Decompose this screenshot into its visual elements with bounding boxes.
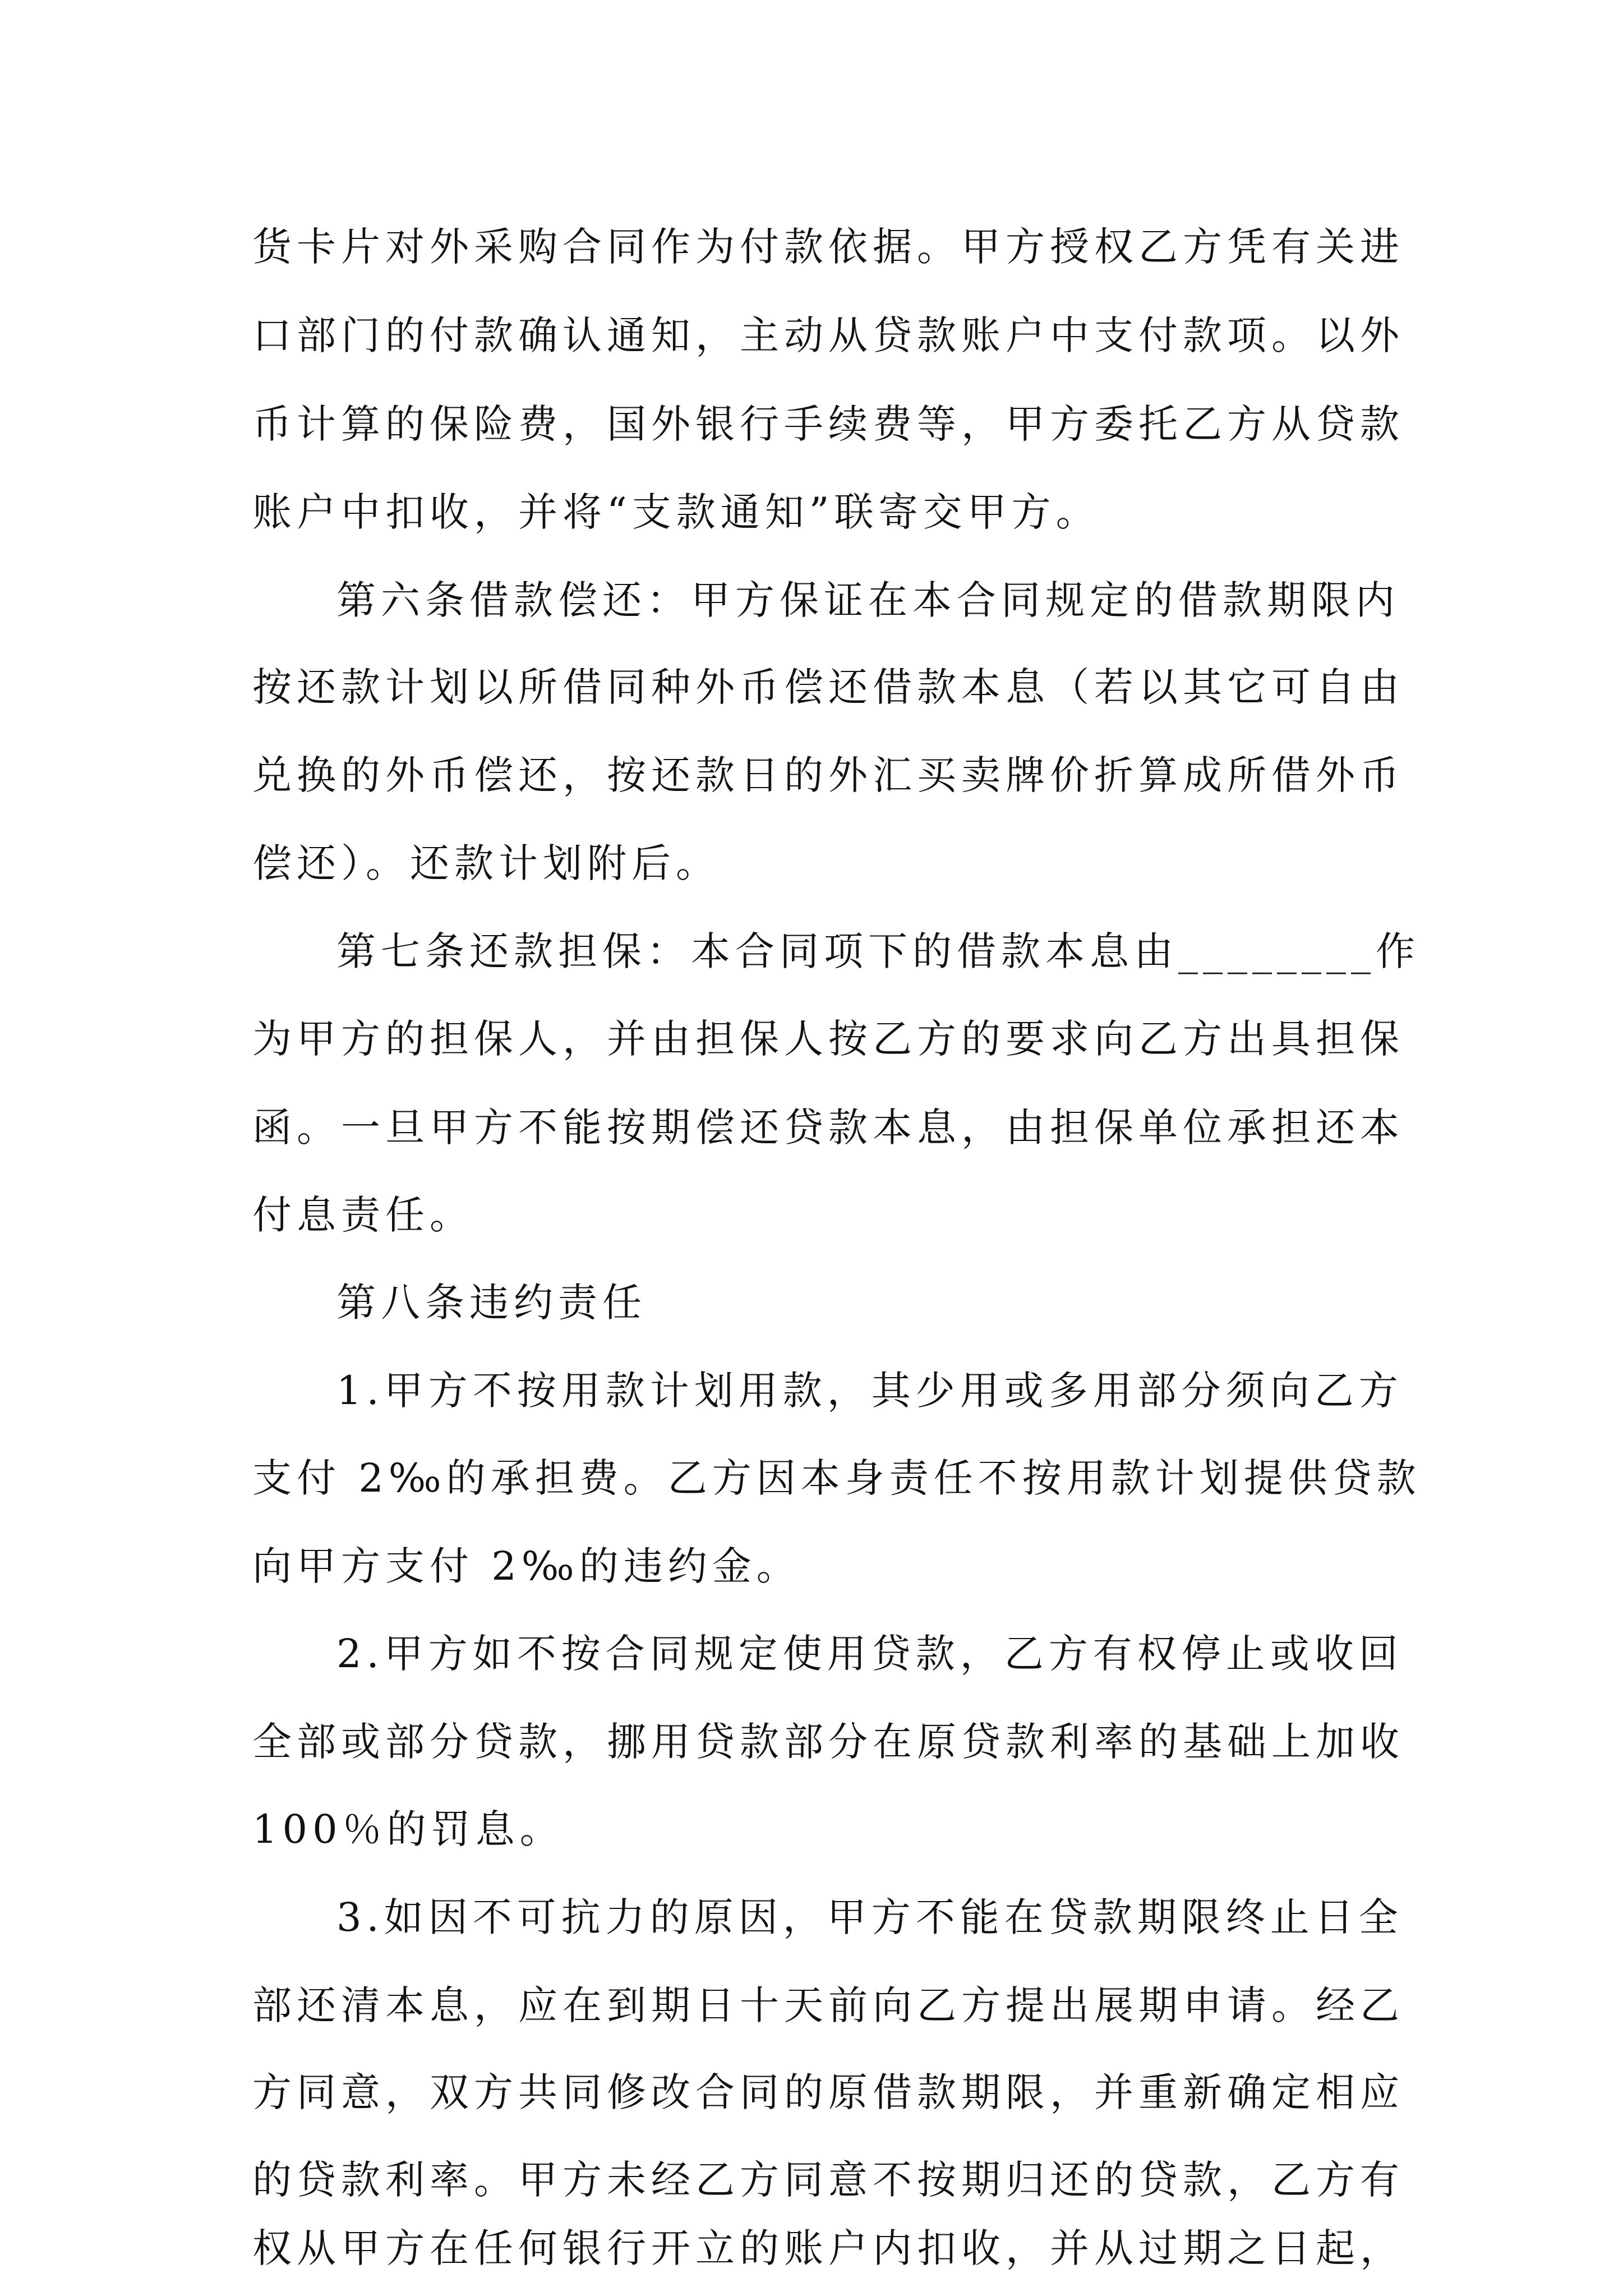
text-line: 口部门的付款确认通知，主动从贷款账户中支付款项。以外	[252, 312, 1404, 358]
text-line: 偿还）。还款计划附后。	[252, 840, 720, 886]
text-line: 方同意，双方共同修改合同的原借款期限，并重新确定相应	[252, 2069, 1404, 2115]
text-line: 第六条借款偿还：甲方保证在本合同规定的借款期限内	[336, 577, 1400, 623]
text-line: 支付 2‰的承担费。乙方因本身责任不按用款计划提供贷款	[252, 1455, 1421, 1501]
text-line: 部还清本息，应在到期日十天前向乙方提出展期申请。经乙	[252, 1982, 1404, 2028]
text-line: 为甲方的担保人，并由担保人按乙方的要求向乙方出具担保	[252, 1016, 1404, 1062]
text-line: 付息责任。	[252, 1192, 474, 1238]
text-line: 账户中扣收，并将“支款通知”联寄交甲方。	[252, 489, 1100, 535]
text-line: 第七条还款担保：本合同项下的借款本息由________作	[336, 928, 1420, 974]
text-line: 向甲方支付 2‰的违约金。	[252, 1543, 801, 1589]
text-line: 按还款计划以所借同种外币偿还借款本息（若以其它可自由	[252, 664, 1404, 710]
text-line: 兑换的外币偿还，按还款日的外汇买卖牌价折算成所借外币	[252, 752, 1404, 798]
text-line: 1.甲方不按用款计划用款，其少用或多用部分须向乙方	[336, 1368, 1403, 1414]
text-line: 函。一旦甲方不能按期偿还贷款本息，由担保单位承担还本	[252, 1105, 1404, 1151]
text-line: 全部或部分贷款，挪用贷款部分在原贷款利率的基础上加收	[252, 1719, 1404, 1765]
text-line: 货卡片对外采购合同作为付款依据。甲方授权乙方凭有关进	[252, 224, 1404, 270]
text-line: 3.如因不可抗力的原因，甲方不能在贷款期限终止日全	[336, 1894, 1403, 1940]
section-heading: 第八条违约责任	[336, 1280, 647, 1326]
text-line: 2.甲方如不按合同规定使用贷款，乙方有权停止或收回	[336, 1631, 1403, 1677]
text-line: 币计算的保险费，国外银行手续费等，甲方委托乙方从贷款	[252, 401, 1404, 447]
text-line: 的贷款利率。甲方未经乙方同意不按期归还的贷款，乙方有	[252, 2157, 1404, 2203]
text-line: 权从甲方在任何银行开立的账户内扣收，并从过期之日起，	[252, 2225, 1404, 2271]
text-line: 100％的罚息。	[252, 1806, 564, 1852]
